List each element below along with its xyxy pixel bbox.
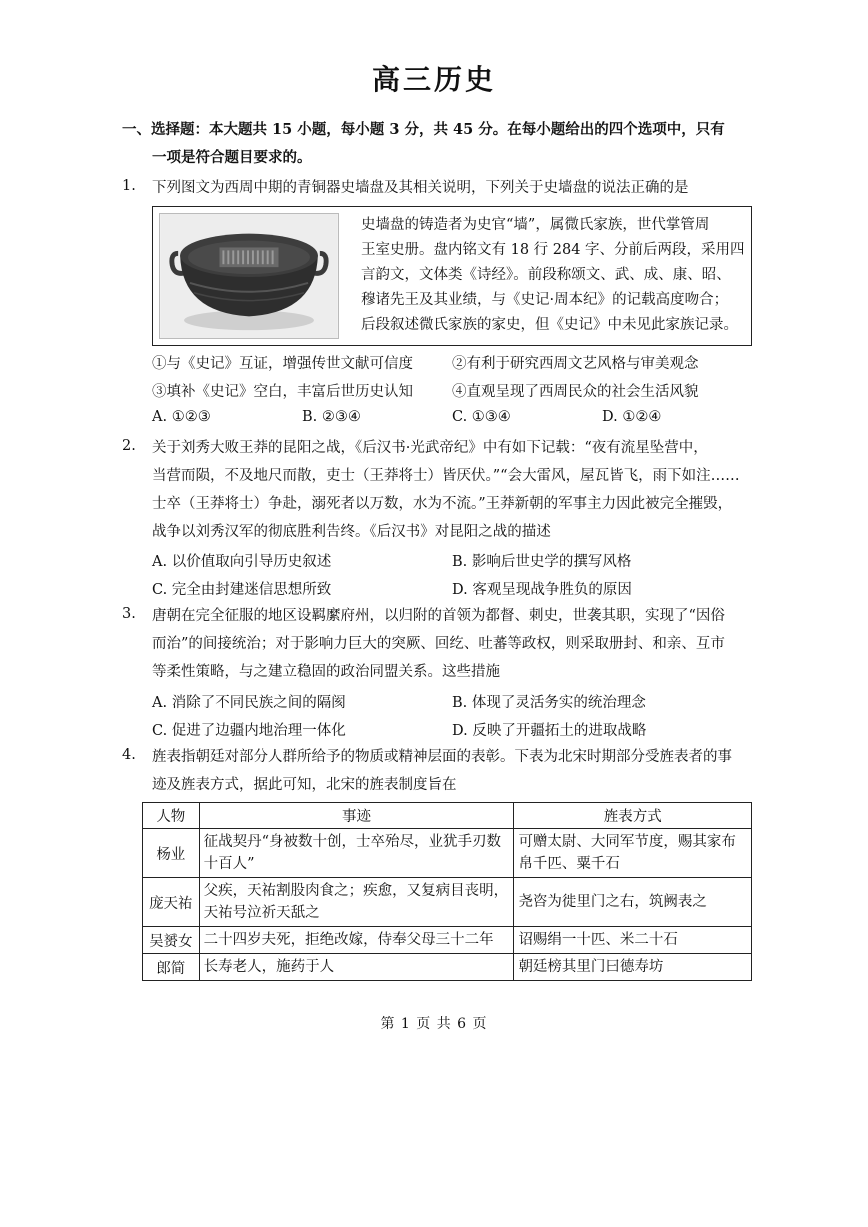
q1-option-a[interactable]: A. ①②③ [152, 409, 211, 425]
q1-material-line: 史墙盘的铸造者为史官“墙”，属微氏家族，世代掌管周 [361, 217, 710, 233]
q2-stem-line: 战争以刘秀汉军的彻底胜利告终。《后汉书》对昆阳之战的描述 [152, 524, 551, 540]
section-heading: 一、选择题：本大题共 15 小题，每小题 3 分，共 45 分。在每小题给出的四个选项中，只有 [122, 121, 725, 138]
q1-statement-4: ④直观呈现了西周民众的社会生活风貌 [452, 384, 699, 400]
table-cell-line: 征战契丹“身被数十创，士卒殆尽，业犹手刃数 [203, 834, 502, 850]
q3-stem-line: 等柔性策略，与之建立稳固的政治同盟关系。这些措施 [152, 664, 500, 680]
table-row [143, 829, 752, 878]
q3-option-b[interactable]: B. 体现了灵活务实的统治理念 [452, 695, 646, 711]
q2-option-d[interactable]: D. 客观呈现战争胜负的原因 [452, 582, 632, 598]
table-cell-way [514, 829, 752, 878]
q1-material-line: 王室史册。盘内铭文有 18 行 284 字、分前后两段，采用四 [361, 242, 745, 258]
q2-stem-line: 士卒（王莽将士）争赴，溺死者以万数，水为不流。”王莽新朝的军事主力因此被完全摧毁， [152, 496, 733, 512]
q4-stem-line: 迹及旌表方式，据此可知，北宋的旌表制度旨在 [152, 777, 457, 793]
table-cell-line: 二十四岁夫死，拒绝改嫁，侍奉父母三十二年 [203, 932, 494, 948]
q1-option-b[interactable]: B. ②③④ [302, 409, 361, 425]
table-row [143, 927, 752, 954]
q1-material-box [152, 206, 752, 346]
q1-material-line: 言韵文，文体类《诗经》。前段称颂文、武、成、康、昭、 [361, 267, 731, 283]
table-cell-line: 十百人” [203, 856, 255, 872]
table-cell-person: 吴赟女 [143, 927, 200, 954]
table-cell-line: 朝廷榜其里门曰德寿坊 [518, 959, 664, 975]
q2-option-a[interactable]: A. 以价值取向引导历史叙述 [152, 554, 332, 570]
table-cell-person: 庞天祐 [143, 878, 200, 927]
q1-option-d[interactable]: D. ①②④ [602, 409, 662, 425]
q3-number: 3. [122, 606, 136, 622]
table-cell-line: 天祐号泣祈天舐之 [203, 905, 320, 921]
q3-stem-line: 而治”的间接统治；对于影响力巨大的突厥、回纥、吐蕃等政权，则采取册封、和亲、互市 [152, 636, 725, 652]
q4-stem-line: 旌表指朝廷对部分人群所给予的物质或精神层面的表彰。下表为北宋时期部分受旌表者的事 [152, 749, 732, 765]
table-cell-deed [199, 829, 514, 878]
q3-option-a[interactable]: A. 消除了不同民族之间的隔阂 [152, 695, 346, 711]
table-cell-person: 杨业 [143, 829, 200, 878]
q1-number: 1. [122, 178, 136, 194]
q2-stem-line: 关于刘秀大败王莽的昆阳之战，《后汉书·光武帝纪》中有如下记载：“夜有流星坠营中， [152, 440, 708, 456]
table-row [143, 954, 752, 981]
q1-material-text [361, 213, 745, 338]
q2-stem-line: 当营而陨，不及地尺而散，吏士（王莽将士）皆厌伏。”“会大雷风，屋瓦皆飞，雨下如注…… [152, 468, 740, 484]
table-cell-line: 诏赐绢一十匹、米二十石 [518, 932, 678, 948]
table-cell-deed [199, 927, 514, 954]
table-row [143, 878, 752, 927]
table-cell-deed [199, 878, 514, 927]
q2-number: 2. [122, 438, 136, 454]
table-cell-line: 帛千匹、粟千石 [518, 856, 620, 872]
q2-option-c[interactable]: C. 完全由封建迷信思想所致 [152, 582, 332, 598]
q1-statement-2: ②有利于研究西周文艺风格与审美观念 [452, 356, 699, 372]
q3-option-c[interactable]: C. 促进了边疆内地治理一体化 [152, 723, 346, 739]
q1-statement-1: ①与《史记》互证，增强传世文献可信度 [152, 356, 413, 372]
bronze-basin-image [160, 214, 338, 338]
table-cell-line: 尧咨为徙里门之右，筑阙表之 [518, 894, 707, 910]
table-cell-line: 可赠太尉、大同军节度，赐其家布 [518, 834, 736, 850]
table-header-person: 人物 [143, 803, 200, 829]
table-cell-way [514, 878, 752, 927]
q1-statement-3: ③填补《史记》空白，丰富后世历史认知 [152, 384, 413, 400]
section-heading-cont: 一项是符合题目要求的。 [152, 149, 312, 166]
honor-table [142, 802, 752, 981]
q3-option-d[interactable]: D. 反映了开疆拓土的进取战略 [452, 723, 647, 739]
table-header-way: 旌表方式 [514, 803, 752, 829]
page-footer: 第 1 页 共 6 页 [380, 1016, 488, 1032]
q1-material-line: 后段叙述微氏家族的家史，但《史记》中未见此家族记录。 [361, 317, 738, 333]
q1-option-c[interactable]: C. ①③④ [452, 409, 511, 425]
q4-number: 4. [122, 747, 136, 763]
table-header-deed: 事迹 [199, 803, 514, 829]
q2-option-b[interactable]: B. 影响后世史学的撰写风格 [452, 554, 632, 570]
page-title: 高三历史 [371, 63, 496, 96]
table-header-row [143, 803, 752, 829]
table-cell-way [514, 927, 752, 954]
q3-stem-line: 唐朝在完全征服的地区设羁縻府州，以归附的首领为都督、刺史，世袭其职，实现了“因俗 [152, 608, 725, 624]
table-cell-person: 郎简 [143, 954, 200, 981]
table-cell-line: 父疾，天祐割股肉食之；疾愈，又复病目丧明， [203, 883, 509, 899]
q1-material-line: 穆诸先王及其业绩，与《史记·周本纪》的记载高度吻合； [361, 292, 729, 308]
table-cell-deed [199, 954, 514, 981]
table-cell-way [514, 954, 752, 981]
q1-stem: 下列图文为西周中期的青铜器史墙盘及其相关说明，下列关于史墙盘的说法正确的是 [152, 180, 689, 196]
bronze-basin-photo [159, 213, 339, 339]
table-cell-line: 长寿老人，施药于人 [203, 959, 335, 975]
